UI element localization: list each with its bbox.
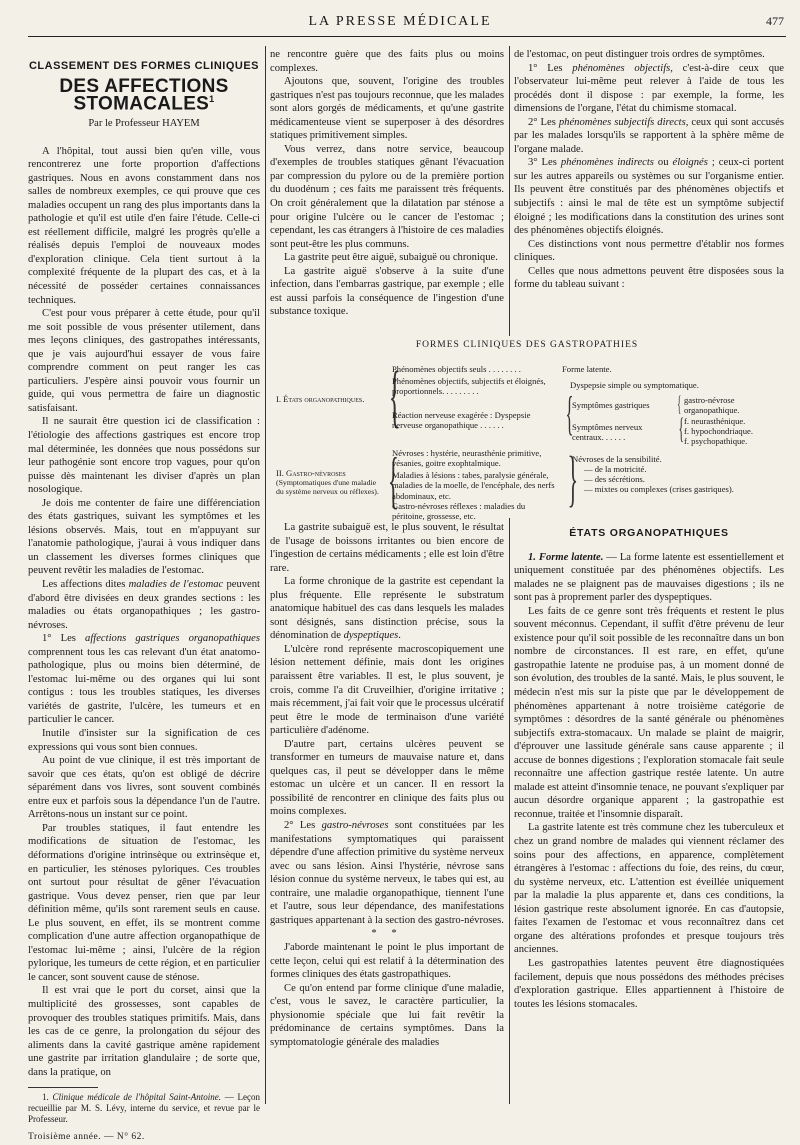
paragraph: La gastrite aiguë s'observe à la suite d'une infection, dans l'embarras gastrique, par exemple ; elle est aussi parfois la conséquence de l'ingestion d'une substance toxique. <box>270 265 504 318</box>
page-number: 477 <box>766 14 784 28</box>
paragraph: Il ne saurait être question ici de classification : l'étiologie des affections gastriques est encore trop mal déterminée, les données que nous possédons sur leur pathogénie sont encore trop vagues, pour qu'on puisse dès maintenant les diviser d'après un plan nosologique. <box>28 416 260 496</box>
section-title: ÉTATS ORGANOPATHIQUES <box>569 527 729 539</box>
paragraph: La gastrite subaiguë est, le plus souvent, le résultat de l'usage de boissons irritantes ou bien encore de l'ingestion de certains médicaments ; elle est loin d'être rare. <box>270 522 504 574</box>
paragraph: 1. Forme latente. — La forme latente est essentiellement et uniquement constituée par des phénomènes objectifs. Les malades ne se plaignent pas de mauvaises digestions ; ils ne sont pas à proprement parler des dyspeptiques. <box>514 551 784 604</box>
g1-gastric-form-1: gastro-névrose <box>684 395 735 405</box>
table-title: FORMES CLINIQUES DES GASTROPATHIES <box>415 340 639 350</box>
paragraph: J'aborde maintenant le point le plus important de cette leçon, celui qui est relatif à la détermination des formes cliniques des états gastropathiques. <box>270 941 504 981</box>
brace-icon: } <box>567 445 579 513</box>
header-rule <box>28 36 786 37</box>
g2-left-2: Maladies à lésions : tabes, paralysie générale, maladies de la moelle, de l'encéphale, des nerfs abdominaux, etc. <box>392 470 555 501</box>
footnote-rule <box>28 1087 98 1088</box>
group-2-subtitle: (Symptomatiques d'une maladie du système nerveux ou réflexes). <box>276 478 379 496</box>
g1-row-2-right: Dyspepsie simple ou symptomatique. <box>570 380 699 390</box>
g1-row-1-right: Forme latente. <box>562 364 612 374</box>
g1-nervous-form-1: f. neurasthénique. <box>684 416 746 426</box>
paragraph: A l'hôpital, tout aussi bien qu'en ville, vous rencontrerez une forte proportion d'affections gastriques. Nous en avons constamment dans nos salles de nombreux exemples, ce qui prouve que ces maladies occupent un rang des plus importants dans la pathologie et qu'il est utile d'en faire l'étude. Celle-ci est réellement difficile, malgré les progrès qu'elle a réalisés depuis l'emploi de nouveaux modes d'exploration clinique. Cela tient surtout à la complexité fréquente de la plupart des cas, et à la nécessité de posséder certaines connaissances techniques. <box>28 145 260 306</box>
brace-icon: { <box>565 387 574 440</box>
paragraph: Par troubles statiques, il faut entendre les modifications de situation de l'estomac, les déformations d'origine intrinsèque ou extrinsèque et, en particulier, les sténoses pyloriques. Ces troubles ont surtout pour résultat de gêner l'évacuation gastrique. Vous devez penser, rien que par leur définition même, qu'ils sont rarement seuls en cause. Le plus souvent, en effet, ils se montrent comme complication d'une autre affection organopathique de l'estomac lui-même ; ainsi, l'ulcère de la région pylorique, les tumeurs de cette région, et en particulier le cancer, sont souvent cause de sténose. <box>28 822 260 983</box>
paragraph: Il est vrai que le port du corset, ainsi que la multiplicité des grossesses, sont capables de provoquer des troubles statiques primitifs. Mais, dans les cas de ce genre, la prolongation du séjour des aliments dans la cavité gastrique amène rapidement une gastrite par irritation glandulaire ; de sorte que, dans la pratique, on <box>28 985 260 1078</box>
column-3-top <box>514 48 784 292</box>
paragraph: Ce qu'on entend par forme clinique d'une maladie, c'est, vous le savez, le caractère particulier, la physionomie spéciale que lui fait revêtir la prédominance de certains symptômes. Dans la symptomatologie générale des maladies <box>270 982 504 1048</box>
g1-row-3: Réaction nerveuse exagérée : Dyspepsie nerveuse organopathique . . . . . . <box>392 410 531 431</box>
paragraph: La gastrite latente est très commune chez les tuberculeux et chez un grand nombre de malades qui viennent réclamer des soins pour des affections, en apparence, complètement étrangères à l'estomac : affections du foie, des reins, du cœur, du système nerveux, etc. L'attention est éveillée uniquement par la maladie la plus apparente et, dans ces conditions, la lésion gastrique reste absolument ignorée. En cas d'autopsie, faites l'examen de l'estomac et vous reconnaîtrez dans cet organe des altérations profondes et presque toujours très anciennes. <box>514 822 784 956</box>
section-stars: * * <box>371 928 403 940</box>
clinical-forms-table <box>270 340 784 522</box>
g1-symptoms-gastric: Symptômes gastriques <box>572 400 650 410</box>
paragraph: Inutile d'insister sur la signification de ces expressions qui vous sont bien connues. <box>28 728 260 753</box>
column-divider <box>509 518 510 1104</box>
article-title-text: DES AFFECTIONS STOMACALES <box>59 75 229 115</box>
paragraph: Vous verrez, dans notre service, beaucoup d'exemples de troubles statiques gênant l'évacuation par compression du pylore ou de la première portion du duodénum ; ces faits me paraissent très fréquents. On croit généralement que la dilatation par sténose a pour origine l'ulcère ou le cancer de l'estomac ; cependant, les cas étrangers à l'histoire de ces maladies sont peut-être les plus communs. <box>270 143 504 250</box>
article-series-title: CLASSEMENT DES FORMES CLINIQUES <box>28 60 260 72</box>
g1-nervous-form-3: f. psychopathique. <box>684 436 748 446</box>
brace-icon: { <box>387 444 399 515</box>
brace-icon: { <box>388 358 401 435</box>
paragraph: Celles que nous admettons peuvent être disposées sous la forme du tableau suivant : <box>514 265 784 291</box>
paragraph: de l'estomac, on peut distinguer trois ordres de symptômes. <box>514 49 765 60</box>
g1-row-2: Phénomènes objectifs, subjectifs et éloignés, proportionnels. . . . . . . . . <box>392 376 546 397</box>
paragraph: 1° Les affections gastriques organopathiques comprennent tous les cas relevant d'un état anatomo-pathologique, plus ou moins bien déterminé, de l'estomac lui-même ou des organes qui lui sont contigus : tous les troubles statiques, les diverses variétés de gastrite, l'ulcère, les tumeurs et en particulier le cancer. <box>28 633 260 726</box>
issue-number: Troisième année. — N° 62. <box>28 1132 145 1143</box>
g2-right-1: — de la motricité. <box>584 464 647 474</box>
column-divider <box>265 46 266 1104</box>
column-divider <box>509 46 510 336</box>
column-1 <box>28 56 260 1145</box>
paragraph: La gastrite peut être aiguë, subaiguë ou chronique. <box>284 252 498 264</box>
paragraph: ne rencontre guère que des faits plus ou moins complexes. <box>270 49 504 74</box>
paragraph: L'ulcère rond représente macroscopiquement une lésion nettement définie, mais dont les origines paraissent être variables. Il est, le plus souvent, je crois, comme l'a dit Cruveilhier, d'origine irritative ; mais récemment, j'ai fait voir que le processus ulcératif peut être le mode de terminaison d'une variété particulière d'adénome. <box>270 643 504 737</box>
g1-nervous-form-2: f. hypochondriaque. <box>684 426 753 436</box>
running-title: LA PRESSE MÉDICALE <box>308 14 492 29</box>
group-2-label: II. Gastro-névroses <box>276 468 346 478</box>
g1-gastric-form-2: organopathique. <box>684 405 740 415</box>
brace-icon: { <box>677 391 682 416</box>
paragraph: Les gastropathies latentes peuvent être diagnostiquées facilement, depuis que nous possédons des méthodes précises d'exploration gastrique. Elles appartiennent à l'histoire de toutes les lésions stomacales. <box>514 957 784 1010</box>
footnote-mark: 1 <box>209 94 215 105</box>
paragraph: Ajoutons que, souvent, l'origine des troubles gastriques n'est pas toujours reconnue, que les malades sont alors gorgés de médicaments, et qu'une gastrite médicamenteuse vient se superposer à des désordres statiques primitivement simples. <box>270 76 504 142</box>
column-2-bottom <box>270 521 504 1049</box>
g2-right-2: — des sécrétions. <box>584 474 645 484</box>
paragraph: 3° Les phénomènes indirects ou éloignés ; ceux-ci portent sur les autres appareils ou systèmes ou sur l'organisme entier. Ils peuvent être constitués par des phénomènes objectifs et subjectifs : ainsi le mal de tête est un symptôme subjectif éloigné ; les modifications dans la constitution des urines sont des phénomènes objectifs éloignés. <box>514 157 784 237</box>
footnote: 1. Clinique médicale de l'hôpital Saint-Antoine. — Leçon recueillie par M. S. Lévy, interne du service, et revue par le Professeur. <box>28 1092 260 1125</box>
paragraph: Les faits de ce genre sont très fréquents et restent le plus souvent méconnus. Cependant, il suffit d'être prévenu de leur existence pour qu'il soit possible de les reconnaître dans un bon nombre de circonstances. Il est rare, en effet, qu'une gastropathie latente ne produise pas, à un moment donné de son évolution, des troubles de la santé. Mais, le plus souvent, le médecin n'est mis sur la piste que par le développement de phénomènes appartenant à notre troisième catégorie de symptômes : désordres de la santé générale ou phénomènes subjectifs extra-stomacaux. Un malade se plaint de maigrir, d'éprouver une lassitude générale sans cause apparente ; il accuse de bonnes digestions ; l'exploration stomacale fait seule reconnaître une affection gastrique restée latente. Un autre malade est atteint d'insomnie tenace, ne pouvant s'expliquer par aucun désordre organique apparent ; la gastropathie est reconnue, traitée et l'insomnie disparaît. <box>514 605 784 820</box>
g1-symptoms-nervous: Symptômes nerveux centraux. . . . . . <box>572 422 643 443</box>
column-3-bottom <box>514 521 784 1011</box>
article-title <box>28 75 260 115</box>
paragraph: 2° Les gastro-névroses sont constituées par les manifestations symptomatiques qui paraissent dépendre d'une affection primitive du système nerveux avec ou sans lésion. Ainsi l'hystérie, névrose sans lésion connue du système nerveux, le tabes qui est, au contraire, une maladie organopathique, tiennent l'une et l'autre, sous leur dépendance, des manifestations gastriques appartenant à la section des gastro-névroses. <box>270 820 504 926</box>
paragraph: 1° Les phénomènes objectifs, c'est-à-dire ceux que l'observateur lui-même peut relever à l'aide de tous les procédés dont il dispose : par exemple, la forme, les dimensions de l'organe, l'état du chimisme stomacal. <box>514 62 784 115</box>
paragraph: 2° Les phénomènes subjectifs directs, ceux qui sont accusés par les malades lorsqu'ils se rapportent à la sphère même de l'organe malade. <box>514 116 784 155</box>
brace-icon: { <box>678 412 685 445</box>
column-2-top <box>270 48 504 319</box>
paragraph: Les affections dites maladies de l'estomac peuvent d'abord être divisées en deux grandes sections : les maladies ou états organopathiques ; les gastro-névroses. <box>28 579 260 631</box>
paragraph: La forme chronique de la gastrite est cependant la plus fréquente. Elle représente le substratum anatomique habituel des cas dans lesquels les malades sont désignés, sans distinction précise, sous la dénomination de dyspeptiques. <box>270 576 504 642</box>
paragraph: Au point de vue clinique, il est très important de savoir que ces états, qu'on est obligé de décrire séparément dans vos livres, sont souvent combinés entre eux et parfois sous la dépendance l'un de l'autre. Arrêtons-nous un instant sur ce point. <box>28 755 260 821</box>
group-1-label: I. États organopathiques. <box>276 394 365 404</box>
paragraph: Je dois me contenter de faire une différenciation des états gastriques, suivant les symptômes et les lésions observés. Mais, tout en m'appuyant sur l'anatomie pathologique, j'aurai à vous indiquer dans un classement les diverses formes cliniques que peuvent revêtir les maladies de l'estomac. <box>28 497 260 577</box>
g2-left-3: Gastro-névroses réflexes : maladies du péritoine, grossesse, etc. <box>392 501 526 522</box>
paragraph: Ces distinctions vont nous permettre d'établir nos formes cliniques. <box>514 238 784 264</box>
paragraph: C'est pour vous préparer à cette étude, pour qu'il me soit possible de vous présenter utilement, dans mes leçons cliniques, des gastropathes intéressants, que je vais aujourd'hui essayer de vous faire comprendre comment on peut ranger les cas particuliers. J'espère ainsi pouvoir vous fournir un guide, qui vous permettra de faire un diagnostic satisfaisant. <box>28 308 260 414</box>
g1-row-1: Phénomènes objectifs seuls . . . . . . . . <box>392 364 521 374</box>
g2-right-3: — mixtes ou complexes (crises gastriques). <box>584 484 734 494</box>
g2-left-1: Névroses : hystérie, neurasthénie primitive, vésanies, goitre exophtalmique. <box>392 448 542 469</box>
paragraph: D'autre part, certains ulcères peuvent se transformer en tumeurs de mauvaise nature et, dans quelques cas, il peut se développer dans le même estomac un ulcère et un cancer. Il en ressort la possibilité de rencontrer en clinique des faits plus ou moins complexes. <box>270 738 504 818</box>
article-author: Par le Professeur HAYEM <box>88 117 200 129</box>
g2-right-head: Névroses de la sensibilité. <box>572 454 662 464</box>
